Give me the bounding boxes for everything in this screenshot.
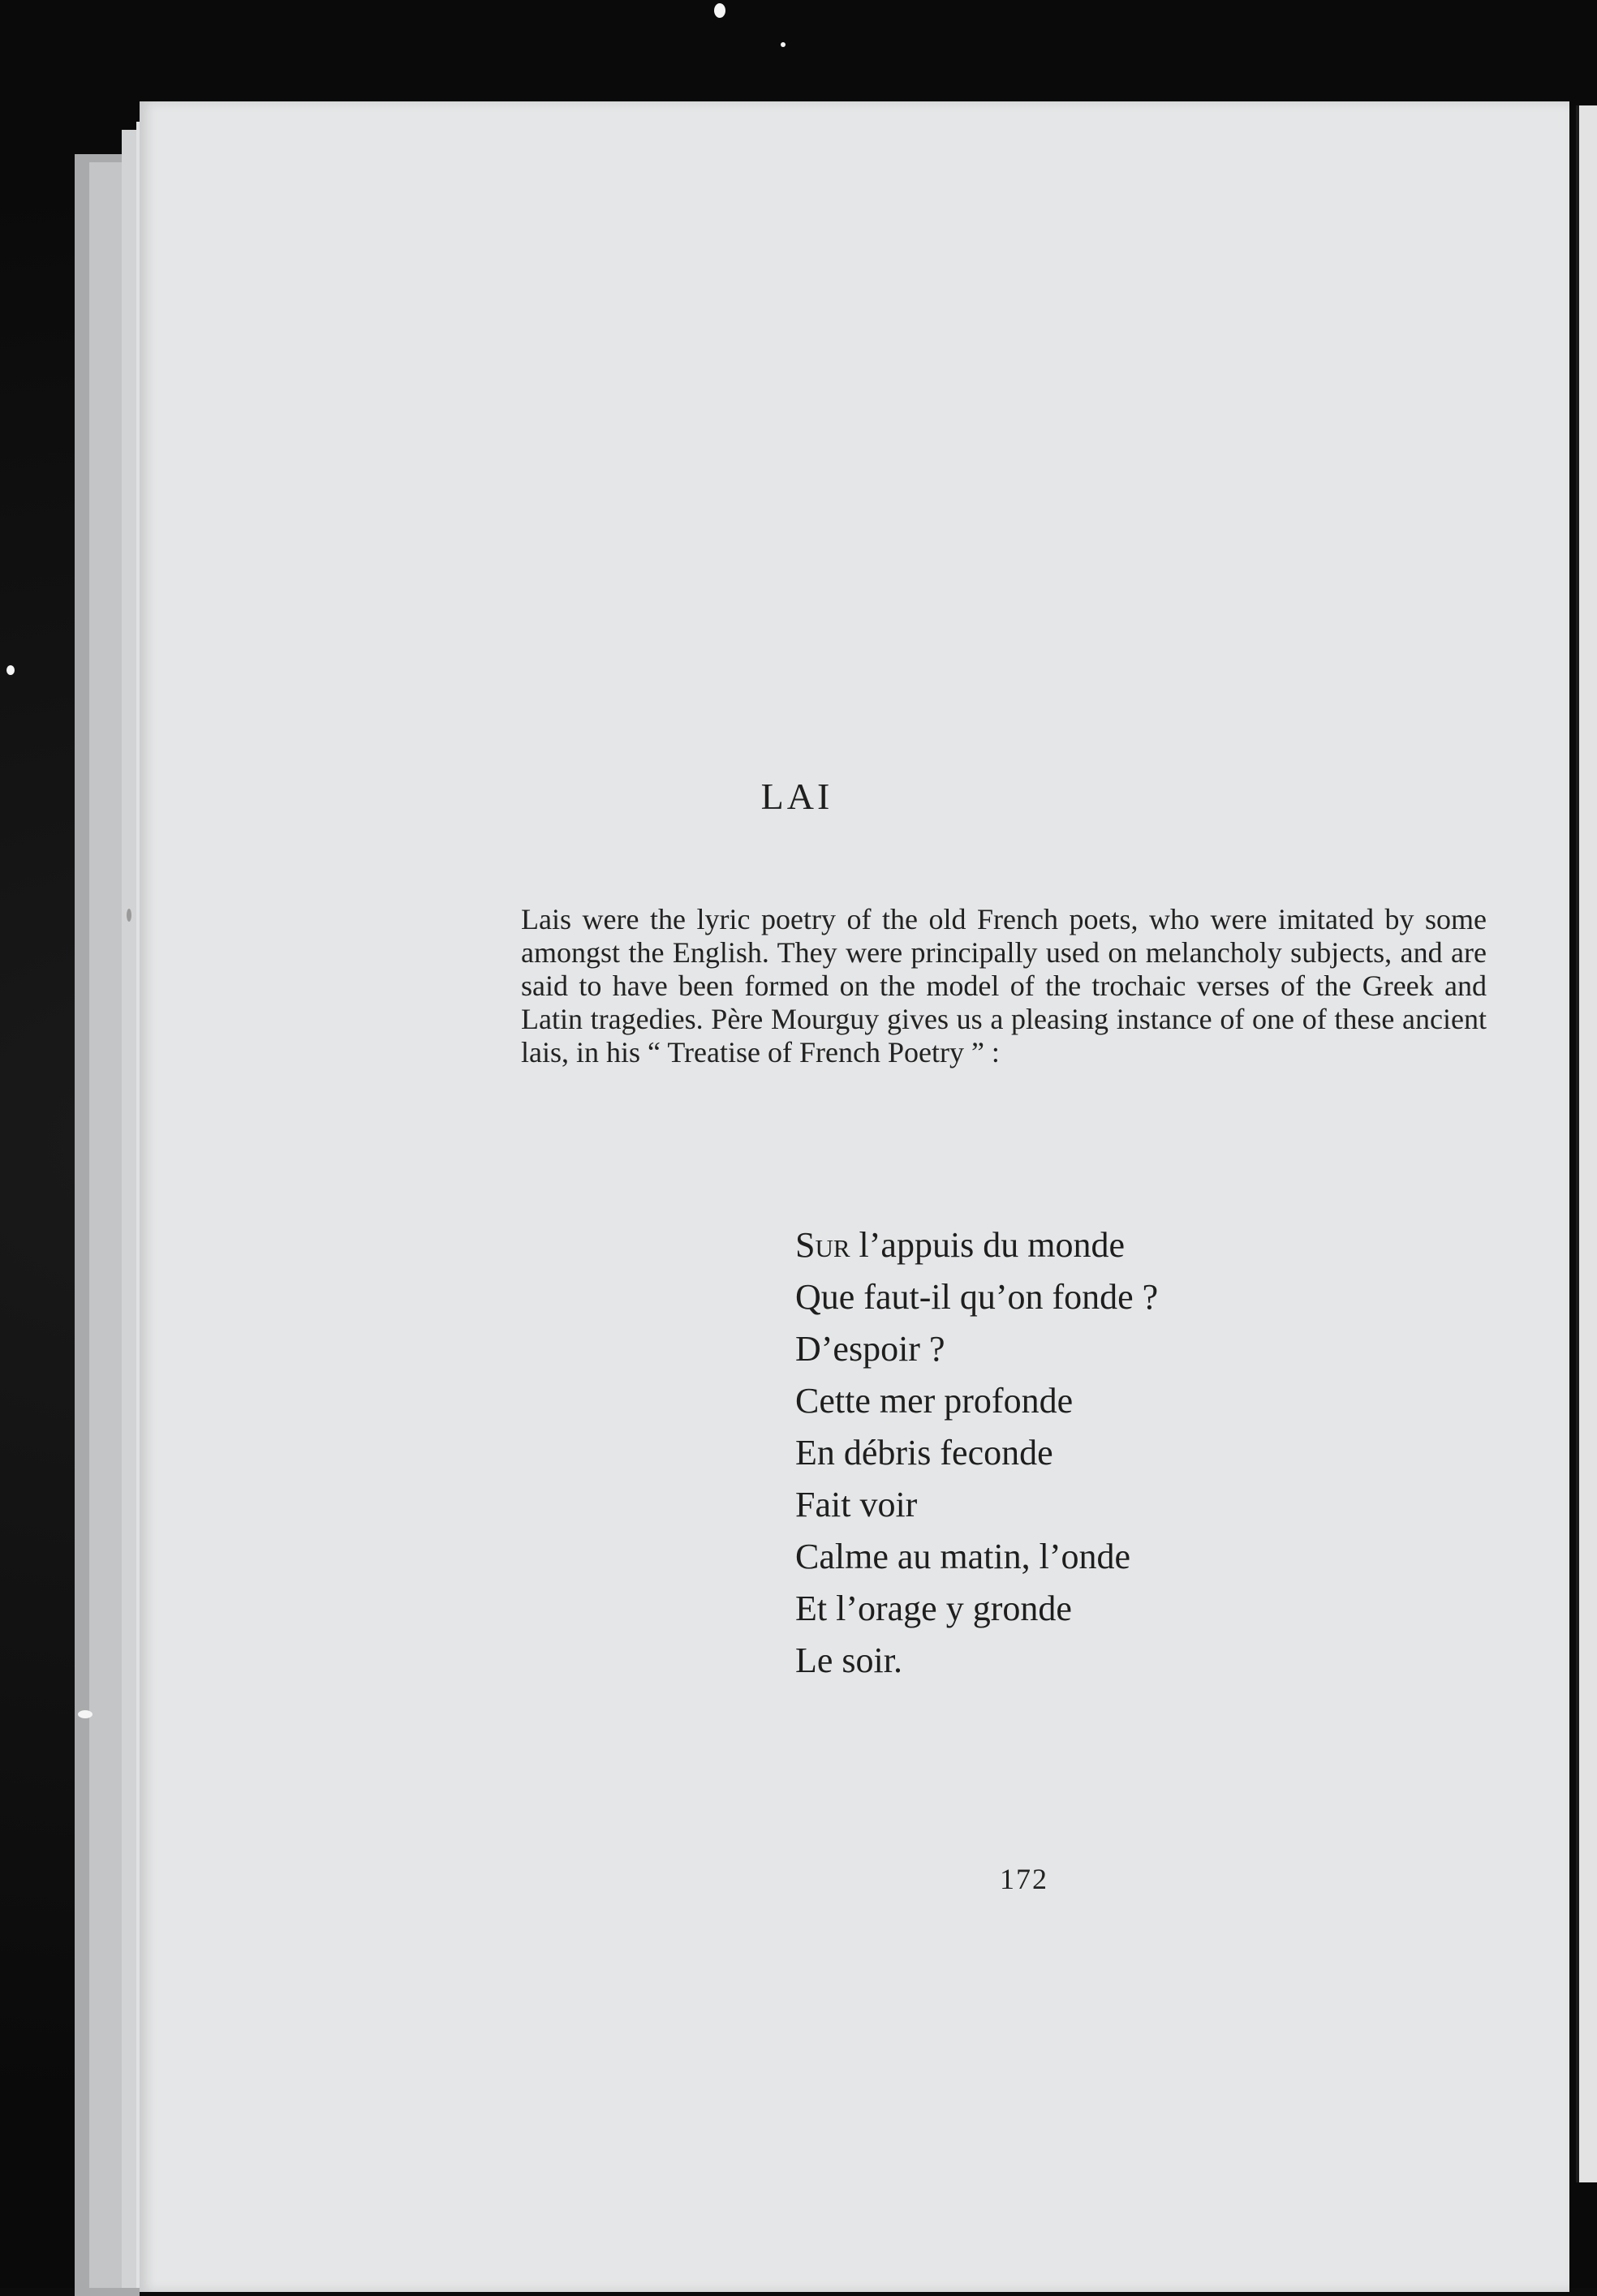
page-number: 172 <box>1000 1863 1048 1895</box>
intro-paragraph: Lais were the lyric poetry of the old French poets, who were imitated by some amongst the English. They were principally used on melancholy subjects, and are said to have been formed on the model of the trochaic verses of the Greek and Latin tragedies. Père Mourguy gives us a pleasing instance of one of these ancient lais, in his “ Treatise of French Poetry ” : <box>521 903 1487 1068</box>
book-page <box>140 101 1569 2292</box>
poem-line: Et l’orage y gronde <box>795 1589 1072 1628</box>
poem-line: Calme au matin, l’onde <box>795 1537 1130 1576</box>
scan-speck <box>6 665 15 675</box>
poem-line: Que faut-il qu’on fonde ? <box>795 1277 1159 1317</box>
page-title-text: LAI <box>760 776 833 817</box>
poem-first-line-rest: l’appuis du monde <box>850 1225 1126 1265</box>
scan-speck <box>781 42 786 47</box>
poem <box>795 1219 1428 1687</box>
adjacent-page-edge <box>1576 105 1597 2182</box>
poem-line: Cette mer profonde <box>795 1381 1074 1421</box>
poem-first-word: Sur <box>795 1225 850 1265</box>
poem-line: Le soir. <box>795 1640 902 1680</box>
poem-line <box>795 1219 1428 1271</box>
poem-line: D’espoir ? <box>795 1329 945 1369</box>
poem-line: Fait voir <box>795 1485 918 1524</box>
poem-line: En débris feconde <box>795 1433 1053 1473</box>
scan-speck <box>714 3 725 18</box>
scan-speck <box>78 1710 93 1718</box>
page-title <box>140 775 1569 818</box>
scan-speck <box>127 909 131 922</box>
